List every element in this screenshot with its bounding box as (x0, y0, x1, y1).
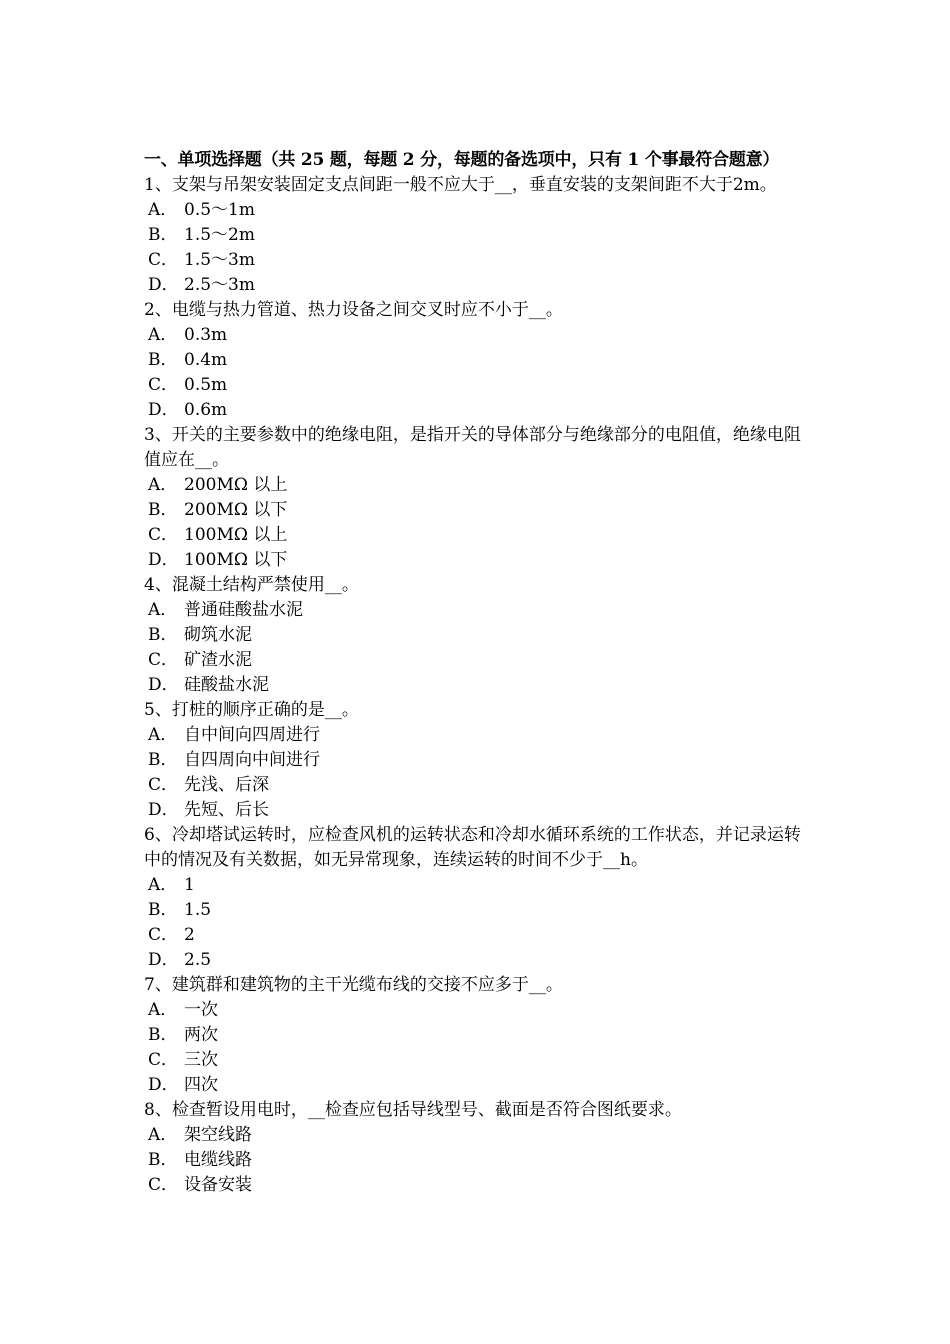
question-stem: 8、检查暂设用电时，__检查应包括导线型号、截面是否符合图纸要求。 (144, 1100, 682, 1120)
option-letter: C． (148, 375, 179, 395)
option-text: 一次 (184, 1000, 218, 1020)
option-text: 架空线路 (184, 1125, 252, 1145)
answer-option (144, 623, 816, 648)
question-stem: 4、混凝土结构严禁使用__。 (144, 575, 359, 595)
answer-option (144, 223, 816, 248)
option-text: 2.5～3m (184, 275, 255, 295)
option-letter: D． (148, 400, 179, 420)
option-text: 电缆线路 (184, 1150, 252, 1170)
option-letter: C． (148, 525, 179, 545)
option-letter: C． (148, 775, 179, 795)
option-letter: D． (148, 1075, 179, 1095)
option-text: 三次 (184, 1050, 218, 1070)
question-stem: 7、建筑群和建筑物的主干光缆布线的交接不应多于__。 (144, 975, 563, 995)
option-text: 矿渣水泥 (184, 650, 252, 670)
answer-option (144, 248, 816, 273)
option-letter: B． (148, 900, 178, 920)
answer-option (144, 673, 816, 698)
answer-option (144, 198, 816, 223)
option-letter: B． (148, 625, 178, 645)
option-text: 2 (184, 925, 195, 945)
answer-option (144, 273, 816, 298)
answer-option (144, 873, 816, 898)
option-text: 1.5～3m (184, 250, 255, 270)
option-text: 先浅、后深 (184, 775, 269, 795)
answer-option (144, 1148, 816, 1173)
option-text: 200MΩ 以上 (184, 475, 288, 495)
question-stem: 5、打桩的顺序正确的是__。 (144, 700, 359, 720)
answer-option (144, 1023, 816, 1048)
question-item (144, 573, 816, 698)
option-letter: B． (148, 225, 178, 245)
option-letter: C． (148, 650, 179, 670)
option-letter: A． (148, 600, 178, 620)
option-text: 1.5 (184, 900, 212, 920)
option-text: 0.6m (184, 400, 228, 420)
option-letter: D． (148, 550, 179, 570)
answer-option (144, 473, 816, 498)
option-letter: A． (148, 325, 178, 345)
answer-option (144, 648, 816, 673)
option-letter: C． (148, 1050, 179, 1070)
option-letter: D． (148, 800, 179, 820)
option-text: 两次 (184, 1025, 218, 1045)
answer-option (144, 923, 816, 948)
option-text: 100MΩ 以上 (184, 525, 288, 545)
answer-option (144, 523, 816, 548)
option-text: 普通硅酸盐水泥 (184, 600, 303, 620)
answer-option (144, 948, 816, 973)
answer-option (144, 998, 816, 1023)
question-list (144, 173, 816, 1198)
option-text: 0.4m (184, 350, 228, 370)
option-text: 1.5～2m (184, 225, 255, 245)
option-text: 200MΩ 以下 (184, 500, 288, 520)
answer-option (144, 398, 816, 423)
option-text: 设备安装 (184, 1175, 252, 1195)
question-stem: 6、冷却塔试运转时，应检查风机的运转状态和冷却水循环系统的工作状态，并记录运转中的情况及有关数据，如无异常现象，连续运转的时间不少于__h。 (144, 825, 801, 870)
answer-option (144, 323, 816, 348)
option-text: 100MΩ 以下 (184, 550, 288, 570)
answer-option (144, 498, 816, 523)
option-text: 砌筑水泥 (184, 625, 252, 645)
option-letter: C． (148, 250, 179, 270)
option-letter: A． (148, 475, 178, 495)
answer-option (144, 798, 816, 823)
option-letter: C． (148, 925, 179, 945)
option-text: 先短、后长 (184, 800, 269, 820)
question-item (144, 973, 816, 1098)
answer-option (144, 548, 816, 573)
question-stem: 2、电缆与热力管道、热力设备之间交叉时应不小于__。 (144, 300, 563, 320)
option-text: 自四周向中间进行 (184, 750, 320, 770)
option-text: 四次 (184, 1075, 218, 1095)
option-letter: D． (148, 275, 179, 295)
question-item (144, 1098, 816, 1198)
option-text: 0.3m (184, 325, 228, 345)
option-letter: B． (148, 350, 178, 370)
option-letter: A． (148, 1000, 178, 1020)
option-text: 0.5m (184, 375, 228, 395)
answer-option (144, 348, 816, 373)
option-letter: A． (148, 200, 178, 220)
answer-option (144, 1048, 816, 1073)
question-stem: 1、支架与吊架安装固定支点间距一般不应大于__，垂直安装的支架间距不大于2m。 (144, 175, 777, 195)
option-text: 2.5 (184, 950, 212, 970)
answer-option (144, 1173, 816, 1198)
question-item (144, 423, 816, 573)
answer-option (144, 723, 816, 748)
answer-option (144, 373, 816, 398)
question-item (144, 823, 816, 973)
option-letter: B． (148, 750, 178, 770)
option-letter: A． (148, 1125, 178, 1145)
option-text: 0.5～1m (184, 200, 255, 220)
option-text: 自中间向四周进行 (184, 725, 320, 745)
question-item (144, 298, 816, 423)
option-letter: B． (148, 1025, 178, 1045)
section-title: 一、单项选择题（共 25 题，每题 2 分，每题的备选项中，只有 1 个事最符合题意） (144, 150, 780, 170)
answer-option (144, 1123, 816, 1148)
option-letter: C． (148, 1175, 179, 1195)
answer-option (144, 898, 816, 923)
option-text: 1 (184, 875, 195, 895)
answer-option (144, 598, 816, 623)
question-stem: 3、开关的主要参数中的绝缘电阻，是指开关的导体部分与绝缘部分的电阻值，绝缘电阻值应在__。 (144, 425, 801, 470)
option-letter: D． (148, 950, 179, 970)
question-item (144, 173, 816, 298)
question-item (144, 698, 816, 823)
option-text: 硅酸盐水泥 (184, 675, 269, 695)
answer-option (144, 1073, 816, 1098)
option-letter: B． (148, 500, 178, 520)
option-letter: B． (148, 1150, 178, 1170)
option-letter: A． (148, 725, 178, 745)
document-content (144, 148, 816, 1198)
option-letter: D． (148, 675, 179, 695)
answer-option (144, 748, 816, 773)
option-letter: A． (148, 875, 178, 895)
answer-option (144, 773, 816, 798)
